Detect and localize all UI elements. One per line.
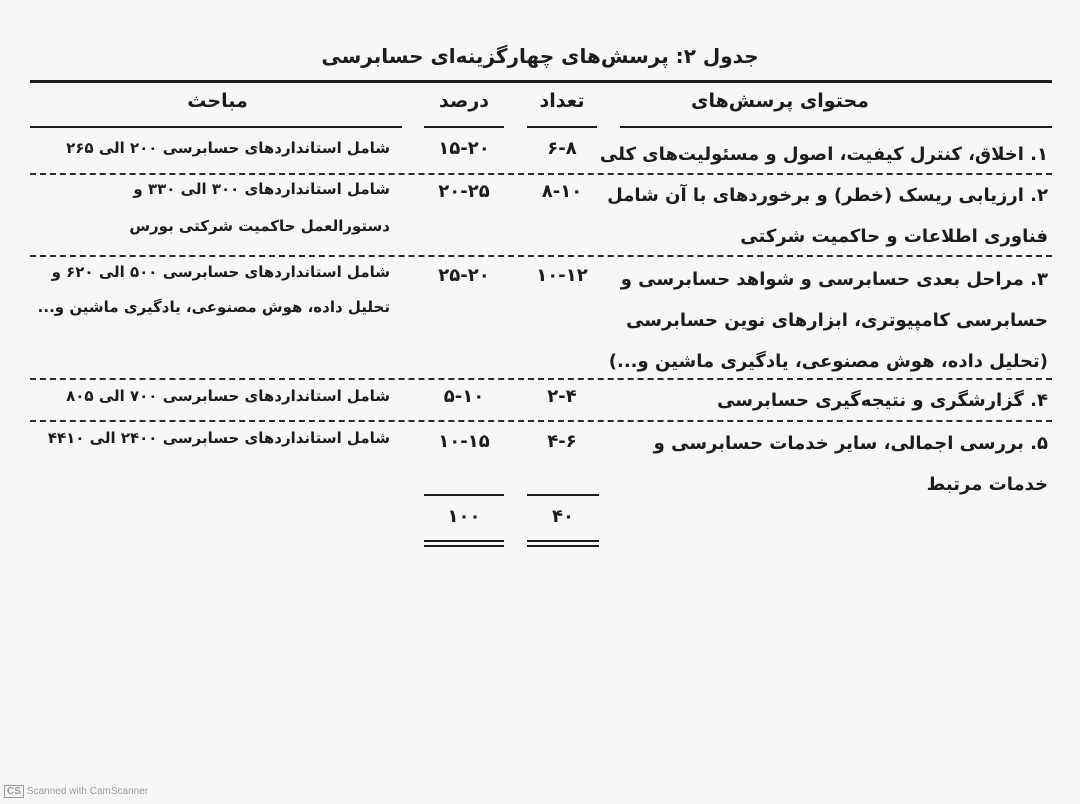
- total-rule-percent-top: [424, 494, 504, 496]
- row-1-topic: ۱. اخلاق، کنترل کیفیت، اصول و مسئولیت‌های کلی: [599, 144, 1048, 165]
- row-1-subjects: شامل استانداردهای حسابرسی ۲۰۰ الی ۲۶۵: [66, 139, 390, 157]
- header-subjects: مباحث: [187, 90, 248, 112]
- row-1-count: ۶-۸: [547, 138, 577, 159]
- total-percent: ۱۰۰: [447, 506, 481, 527]
- row-2-topic: ۲. ارزیابی ریسک (خطر) و برخوردهای با آن شامل فناوری اطلاعات و حاکمیت شرکتی: [607, 185, 1048, 247]
- row-4-count: ۲-۴: [547, 386, 577, 407]
- header-rule-topic: [620, 126, 1052, 128]
- row-4-subjects: شامل استانداردهای حسابرسی ۷۰۰ الی ۸۰۵: [66, 387, 390, 405]
- row-4-percent: ۵-۱۰: [443, 386, 485, 407]
- camscanner-icon: CS: [4, 785, 24, 798]
- row-5-subjects: شامل استانداردهای حسابرسی ۲۴۰۰ الی ۴۴۱۰: [47, 429, 390, 447]
- row-3-subjects: شامل استانداردهای حسابرسی ۵۰۰ الی ۶۲۰ و تحلیل داده، هوش مصنوعی، یادگیری ماشین و...: [37, 263, 390, 316]
- total-count: ۴۰: [552, 506, 574, 527]
- total-rule-percent-bottom: [424, 540, 504, 542]
- scanner-watermark: [4, 785, 148, 798]
- row-2-subjects: شامل استانداردهای ۳۰۰ الی ۳۳۰ و دستورالعمل حاکمیت شرکتی بورس: [129, 180, 390, 235]
- row-5-count: ۴-۶: [547, 431, 577, 452]
- row-3-topic: ۳. مراحل بعدی حسابرسی و شواهد حسابرسی و حسابرسی کامپیوتری، ابزارهای نوین حسابرسی (تحلیل داده، هوش مصنوعی، یادگیری ماشین و...): [608, 269, 1048, 372]
- top-rule: [30, 80, 1052, 83]
- total-rule-percent-bottom-2: [424, 545, 504, 547]
- row-1-percent: ۱۵-۲۰: [438, 138, 490, 159]
- row-5-percent: ۱۰-۱۵: [438, 431, 490, 452]
- total-rule-count-bottom: [527, 540, 599, 542]
- row-2-percent: ۲۰-۲۵: [438, 181, 490, 202]
- row-2-count: ۸-۱۰: [541, 181, 583, 202]
- row-5-topic: ۵. بررسی اجمالی، سایر خدمات حسابرسی و خدمات مرتبط: [653, 433, 1048, 495]
- header-topic: محتوای پرسش‌های: [691, 90, 869, 112]
- table-title: جدول ۲: پرسش‌های چهارگزینه‌ای حسابرسی: [321, 44, 759, 68]
- scanner-text: Scanned with CamScanner: [26, 786, 149, 797]
- total-rule-count-bottom-2: [527, 545, 599, 547]
- row-3-count: ۱۰-۱۲: [536, 265, 588, 286]
- header-percent: درصد: [438, 90, 490, 112]
- header-count: تعداد: [539, 90, 585, 112]
- total-rule-count-top: [527, 494, 599, 496]
- row-4-topic: ۴. گزارشگری و نتیجه‌گیری حسابرسی: [717, 390, 1048, 411]
- row-3-percent: ۲۵-۲۰: [438, 265, 490, 286]
